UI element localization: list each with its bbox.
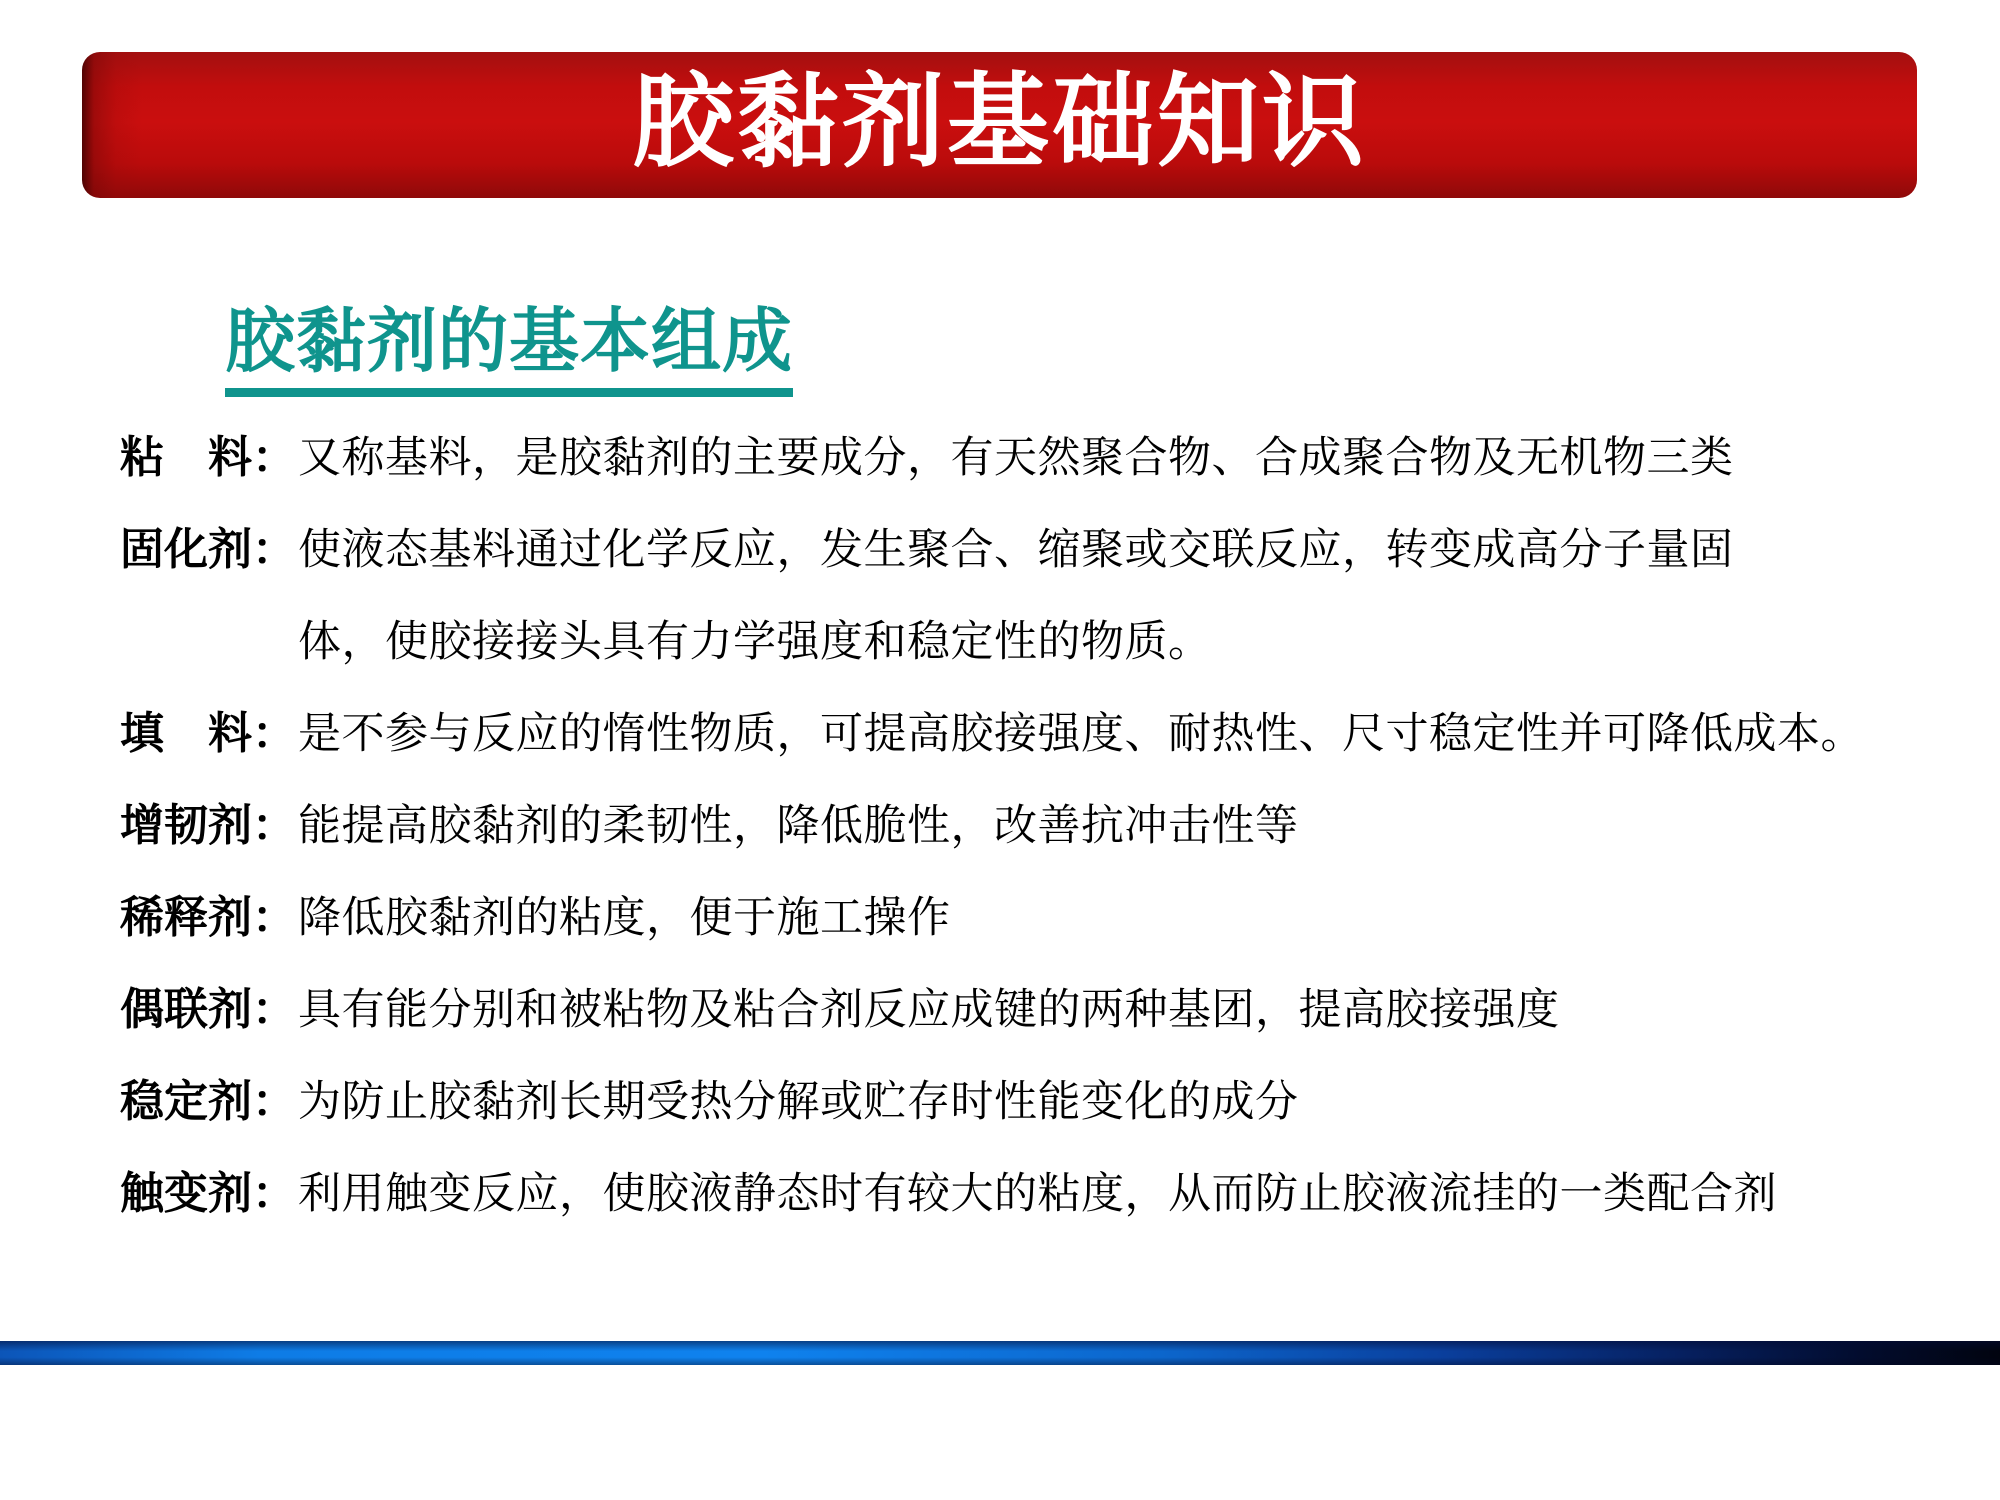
definition-row: [120, 780, 1950, 872]
term-description-continuation: 体，使胶接接头具有力学强度和稳定性的物质。: [298, 618, 1212, 666]
term-description: 为防止胶黏剂长期受热分解或贮存时性能变化的成分: [298, 1078, 1299, 1126]
section-heading: 胶黏剂的基本组成: [225, 300, 793, 397]
term-description: 又称基料，是胶黏剂的主要成分，有天然聚合物、合成聚合物及无机物三类: [298, 434, 1734, 482]
term-description: 具有能分别和被粘物及粘合剂反应成键的两种基团，提高胶接强度: [298, 986, 1560, 1034]
footer-accent-bar: [0, 1341, 2000, 1365]
definition-row: [120, 872, 1950, 964]
title-banner: [82, 52, 1917, 198]
term-label: 增韧剂：: [120, 801, 296, 850]
term-label: 稳定剂：: [120, 1077, 296, 1126]
definition-row: [120, 688, 1950, 780]
term-label: 固化剂：: [120, 525, 296, 574]
definition-row: [120, 504, 1950, 596]
definition-row: [120, 412, 1950, 504]
term-description: 能提高胶黏剂的柔韧性，降低脆性，改善抗冲击性等: [298, 802, 1299, 850]
term-description: 使液态基料通过化学反应，发生聚合、缩聚或交联反应，转变成高分子量固: [298, 526, 1734, 574]
slide-title: 胶黏剂基础知识: [632, 65, 1367, 179]
definition-row: [120, 1148, 1950, 1240]
term-description: 是不参与反应的惰性物质，可提高胶接强度、耐热性、尺寸稳定性并可降低成本。: [298, 710, 1864, 758]
term-label: 填 料：: [120, 709, 296, 758]
definition-row-continuation: [120, 596, 1950, 688]
term-label: 粘 料：: [120, 433, 296, 482]
term-description: 降低胶黏剂的粘度，便于施工操作: [298, 894, 951, 942]
definition-row: [120, 1056, 1950, 1148]
term-label: 偶联剂：: [120, 985, 296, 1034]
term-label: 稀释剂：: [120, 893, 296, 942]
definition-list: [120, 412, 1950, 1240]
definition-row: [120, 964, 1950, 1056]
term-label: 触变剂：: [120, 1169, 296, 1218]
term-description: 利用触变反应，使胶液静态时有较大的粘度，从而防止胶液流挂的一类配合剂: [298, 1170, 1777, 1218]
